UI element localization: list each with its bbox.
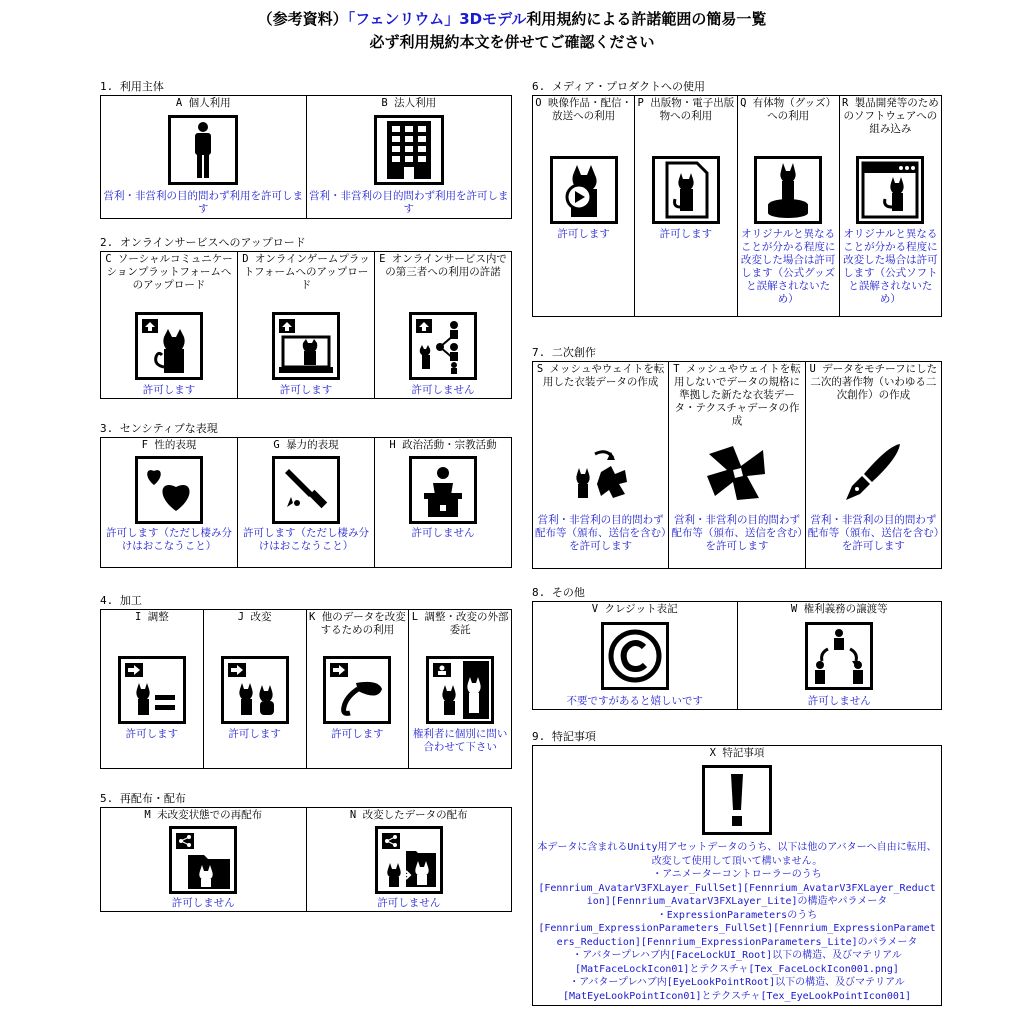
section-heading: 2. オンラインサービスへのアップロード: [100, 236, 306, 249]
section-special-notes: [532, 730, 942, 1006]
transfer-icon: [738, 617, 942, 695]
section-table: [100, 807, 512, 912]
pen-icon: [806, 432, 941, 514]
section-heading: 6. メディア・プロダクトへの使用: [532, 80, 705, 93]
item-status: 営利・非営利の目的問わず配布等（頒布、送信を含む）を許可します: [807, 514, 939, 552]
hearts-icon: [101, 453, 237, 527]
note-line: [Fennrium_AvatarV3FXLayer_FullSet][Fennrium_AvatarV3FXLayer_Reduction][Fennrium_AvatarV3FXLayer_Lite]の構造やパラメータ: [538, 882, 936, 907]
section-heading: 9. 特記事項: [532, 730, 596, 743]
item-label: P 出版物・電子出版物への利用: [637, 97, 735, 122]
software-window-icon: [840, 152, 941, 228]
item-label: C ソーシャルコミュニケーションプラットフォームへのアップロード: [105, 253, 233, 291]
item-label: W 権利義務の譲渡等: [790, 603, 888, 615]
note-line: ・アニメーターコントローラーのうち: [652, 869, 822, 880]
copyright-icon: [533, 617, 737, 695]
title-suffix: 利用規約による許諾範囲の簡易一覧: [526, 10, 767, 28]
outsource-icon: [409, 652, 511, 728]
item-label: A 個人利用: [175, 97, 231, 109]
page-subtitle: 必ず利用規約本文を併せてご確認ください: [369, 33, 655, 51]
section-heading: 1. 利用主体: [100, 80, 164, 93]
item-status: 不要ですがあると嬉しいです: [566, 695, 703, 707]
item-label: S メッシュやウェイトを転用した衣装データの作成: [536, 363, 665, 388]
section-other: [532, 586, 942, 710]
title-accent: 「フェンリウム」3Dモデル: [347, 10, 527, 28]
section-online-upload: [100, 236, 512, 399]
section-table: [100, 609, 512, 769]
item-label: O 映像作品・配信・放送への利用: [535, 97, 632, 122]
share-users-icon: [375, 308, 511, 384]
modify-icon: [204, 652, 306, 728]
exclamation-icon: [533, 761, 941, 839]
upload-monitor-icon: [238, 308, 374, 384]
section-heading: 8. その他: [532, 586, 585, 599]
section-processing: [100, 594, 512, 769]
knife-icon: [238, 453, 374, 527]
item-status: 許可します（ただし棲み分けはおこなうこと）: [106, 527, 232, 552]
note-line: 本データに含まれるUnity用アセットデータのうち、以下は他のアバターへ自由に転用、改変して使用して頂いて構いません。: [537, 842, 937, 867]
item-label: D オンラインゲームプラットフォームへのアップロード: [242, 253, 370, 291]
note-line: ・アバタープレハブ内[FaceLockUI_Root]以下の構造、及びマテリアル[MatFaceLockIcon01]とテクスチャ[Tex_FaceLockIcon001.png]: [572, 950, 902, 975]
item-label: K 他のデータを改変するための利用: [309, 611, 406, 636]
podium-icon: [375, 453, 511, 527]
section-table: [532, 745, 942, 1006]
item-label: Q 有体物（グッズ）への利用: [740, 97, 837, 122]
section-media-products: [532, 80, 942, 317]
item-label: U データをモチーフにした二次的著作物（いわゆる二次創作）の作成: [809, 363, 938, 401]
page-title: [0, 8, 1024, 29]
item-status: 営利・非営利の目的問わず利用を許可します: [309, 190, 509, 215]
section-sensitive: [100, 422, 512, 568]
note-line: ・アバタープレハブ内[EyeLookPointRoot]以下の構造、及びマテリアル[MatEyeLookPointIcon01]とテクスチャ[Tex_EyeLookPointIcon001]: [563, 977, 911, 1002]
figure-icon: [738, 152, 839, 228]
section-table: [100, 251, 512, 399]
item-label: N 改変したデータの配布: [349, 809, 468, 821]
note-line: ・ExpressionParametersのうち: [656, 909, 818, 921]
item-status: 営利・非営利の目的問わず配布等（頒布、送信を含む）を許可します: [535, 514, 667, 552]
item-status: 許可します: [279, 384, 333, 396]
item-status: 営利・非営利の目的問わず配布等（頒布、送信を含む）を許可します: [671, 514, 803, 552]
item-label: B 法人利用: [381, 97, 437, 109]
title-prefix: （参考資料）: [257, 10, 348, 28]
item-label: V クレジット表記: [591, 603, 678, 615]
item-label: I 調整: [135, 611, 169, 623]
item-status: 権利者に個別に問い合わせて下さい: [412, 728, 508, 753]
item-label: E オンラインサービス内での第三者への利用の許諾: [379, 253, 507, 278]
item-label: L 調整・改変の外部委託: [411, 611, 509, 636]
adjust-icon: [101, 652, 203, 728]
share-modified-icon: [307, 823, 512, 897]
item-status: 許可します: [659, 228, 713, 240]
item-status: 許可しません: [411, 527, 475, 539]
item-status: 許可しません: [411, 384, 475, 396]
item-label: R 製品開発等のためのソフトウェアへの組み込み: [842, 97, 939, 135]
item-status: 許可しません: [171, 897, 235, 909]
costume-convert-icon: [533, 432, 668, 514]
item-status: 許可しません: [807, 695, 871, 707]
item-status: 営利・非営利の目的問わず利用を許可します: [103, 190, 303, 215]
ribbon-icon: [669, 432, 804, 514]
item-label: J 改変: [237, 611, 272, 623]
section-table: [532, 601, 942, 710]
person-icon: [101, 110, 306, 190]
upload-avatar-icon: [101, 308, 237, 384]
video-icon: [533, 152, 634, 228]
document-icon: [635, 152, 736, 228]
item-label: T メッシュやウェイトを転用しないでデータの規格に準拠した新たな衣装データ・テクスチャデータの作成: [673, 363, 801, 427]
section-redistribution: [100, 792, 512, 912]
note-line: [Fennrium_ExpressionParameters_FullSet][Fennrium_ExpressionParameters_Reduction][Fennrium_ExpressionParameters_Lite]のパラメータ: [538, 923, 936, 948]
item-status: 許可しません: [377, 897, 441, 909]
item-status: 許可します: [125, 728, 179, 740]
section-derivative-works: [532, 346, 942, 569]
item-status: オリジナルと異なることが分かる程度に改変した場合は許可します（公式ソフトと誤解されないため）: [843, 228, 938, 305]
tail-icon: [307, 652, 409, 728]
section-table: [100, 437, 512, 568]
item-label: H 政治活動・宗教活動: [389, 439, 497, 451]
item-label: M 未改変状態での再配布: [144, 809, 263, 821]
section-table: [100, 95, 512, 219]
section-heading: 3. センシティブな表現: [100, 422, 218, 435]
building-icon: [307, 110, 512, 190]
section-heading: 4. 加工: [100, 594, 142, 607]
item-label: F 性的表現: [141, 439, 197, 451]
item-status: 許可します: [142, 384, 196, 396]
section-heading: 5. 再配布・配布: [100, 792, 186, 805]
item-status: 許可します: [228, 728, 281, 740]
section-usage-subject: [100, 80, 512, 219]
item-status: 許可します: [331, 728, 384, 740]
share-folder-icon: [101, 823, 306, 897]
special-notes-text: [533, 839, 941, 1005]
item-status: オリジナルと異なることが分かる程度に改変した場合は許可します（公式グッズと誤解されないため）: [740, 228, 836, 305]
item-label: G 暴力的表現: [273, 439, 339, 451]
item-status: 許可します（ただし棲み分けはおこなうこと）: [243, 527, 369, 552]
item-label: X 特記事項: [709, 747, 765, 759]
section-table: [532, 95, 942, 317]
item-status: 許可します: [557, 228, 610, 240]
section-table: [532, 361, 942, 569]
section-heading: 7. 二次創作: [532, 346, 596, 359]
